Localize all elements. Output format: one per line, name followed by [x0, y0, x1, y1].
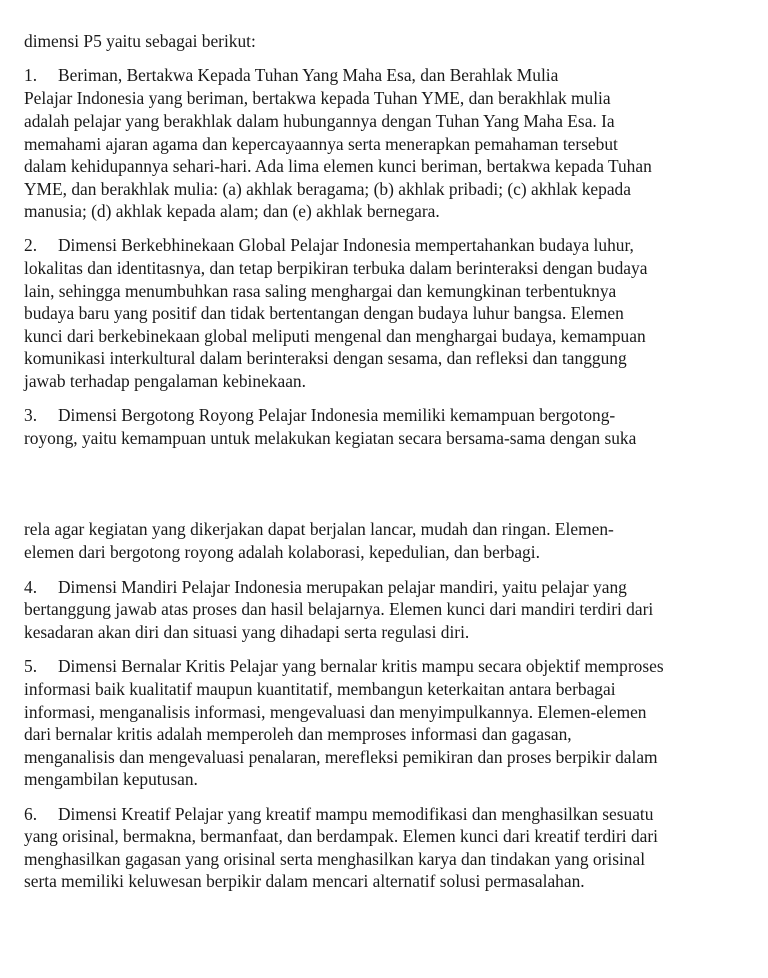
- list-item-2-heading: [24, 234, 634, 257]
- list-item-2-line: lain, sehingga menumbuhkan rasa saling menghargai dan kemungkinan terbentuknya: [24, 281, 617, 301]
- list-item-3-heading: [24, 404, 615, 427]
- list-item-2-line: komunikasi interkultural dalam berinteraksi dengan sesama, dan refleksi dan tanggung: [24, 348, 627, 368]
- list-item-2-line: lokalitas dan identitasnya, dan tetap berpikiran terbuka dalam berinteraksi dengan budaya: [24, 258, 648, 278]
- list-item-5-line: dari bernalar kritis adalah memperoleh dan memproses informasi dan gagasan,: [24, 724, 572, 744]
- list-item-text: Dimensi Bernalar Kritis Pelajar yang bernalar kritis mampu secara objektif memproses: [58, 656, 664, 676]
- list-item-6-line: yang orisinal, bermakna, bermanfaat, dan berdampak. Elemen kunci dari kreatif terdiri dari: [24, 826, 659, 846]
- list-item-3-line: royong, yaitu kemampuan untuk melakukan kegiatan secara bersama-sama dengan suka: [24, 428, 637, 448]
- list-item-1-line: adalah pelajar yang berakhlak dalam hubungannya dengan Tuhan Yang Maha Esa. Ia: [24, 111, 615, 131]
- list-item-5-line: informasi, menganalisis informasi, mengevaluasi dan menyimpulkannya. Elemen-elemen: [24, 702, 647, 722]
- list-item-1-line: manusia; (d) akhlak kepada alam; dan (e) akhlak bernegara.: [24, 201, 440, 221]
- list-item-number: 5.: [24, 656, 38, 676]
- list-item-6-heading: [24, 803, 653, 826]
- list-item-2-line: budaya baru yang positif dan tidak bertentangan dengan budaya luhur bangsa. Elemen: [24, 303, 624, 323]
- list-item-6-line: serta memiliki keluwesan berpikir dalam mencari alternatif solusi permasalahan.: [24, 871, 585, 891]
- list-item-text: Dimensi Mandiri Pelajar Indonesia merupakan pelajar mandiri, yaitu pelajar yang: [58, 577, 627, 597]
- list-item-number: 1.: [24, 65, 38, 85]
- list-item-number: 2.: [24, 235, 38, 255]
- list-item-1-line: memahami ajaran agama dan kepercayaannya serta menerapkan pemahaman tersebut: [24, 134, 618, 154]
- list-item-5-line: menganalisis dan mengevaluasi penalaran, merefleksi pemikiran dan proses berpikir dalam: [24, 747, 658, 767]
- list-item-text: Beriman, Bertakwa Kepada Tuhan Yang Maha Esa, dan Berahlak Mulia: [58, 65, 559, 85]
- list-item-text: Dimensi Bergotong Royong Pelajar Indonesia memiliki kemampuan bergotong-: [58, 405, 616, 425]
- list-item-1-line: dalam kehidupannya sehari-hari. Ada lima elemen kunci beriman, bertakwa kepada Tuhan: [24, 156, 652, 176]
- list-item-3-line: elemen dari bergotong royong adalah kolaborasi, kepedulian, dan berbagi.: [24, 542, 540, 562]
- list-item-4-line: bertanggung jawab atas proses dan hasil belajarnya. Elemen kunci dari mandiri terdiri dari: [24, 599, 654, 619]
- list-item-5-line: mengambilan keputusan.: [24, 769, 198, 789]
- list-item-4-heading: [24, 576, 627, 599]
- intro-text: dimensi P5 yaitu sebagai berikut:: [24, 31, 256, 51]
- list-item-number: 3.: [24, 405, 38, 425]
- list-item-number: 4.: [24, 577, 38, 597]
- list-item-5-line: informasi baik kualitatif maupun kuantitatif, membangun keterkaitan antara berbagai: [24, 679, 616, 699]
- list-item-5-heading: [24, 655, 664, 678]
- list-item-1-line: YME, dan berakhlak mulia: (a) akhlak beragama; (b) akhlak pribadi; (c) akhlak kepada: [24, 179, 631, 199]
- list-item-2-line: kunci dari berkebinekaan global meliputi mengenal dan menghargai budaya, kemampuan: [24, 326, 646, 346]
- list-item-text: Dimensi Kreatif Pelajar yang kreatif mampu memodifikasi dan menghasilkan sesuatu: [58, 804, 654, 824]
- list-item-4-line: kesadaran akan diri dan situasi yang dihadapi serta regulasi diri.: [24, 622, 470, 642]
- list-item-6-line: menghasilkan gagasan yang orisinal serta menghasilkan karya dan tindakan yang orisinal: [24, 849, 646, 869]
- list-item-1-heading: [24, 64, 558, 87]
- list-item-1-line: Pelajar Indonesia yang beriman, bertakwa kepada Tuhan YME, dan berakhlak mulia: [24, 88, 611, 108]
- list-item-number: 6.: [24, 804, 38, 824]
- list-item-2-line: jawab terhadap pengalaman kebinekaan.: [24, 371, 306, 391]
- list-item-text: Dimensi Berkebhinekaan Global Pelajar Indonesia mempertahankan budaya luhur,: [58, 235, 634, 255]
- list-item-3-line: rela agar kegiatan yang dikerjakan dapat berjalan lancar, mudah dan ringan. Elemen-: [24, 519, 614, 539]
